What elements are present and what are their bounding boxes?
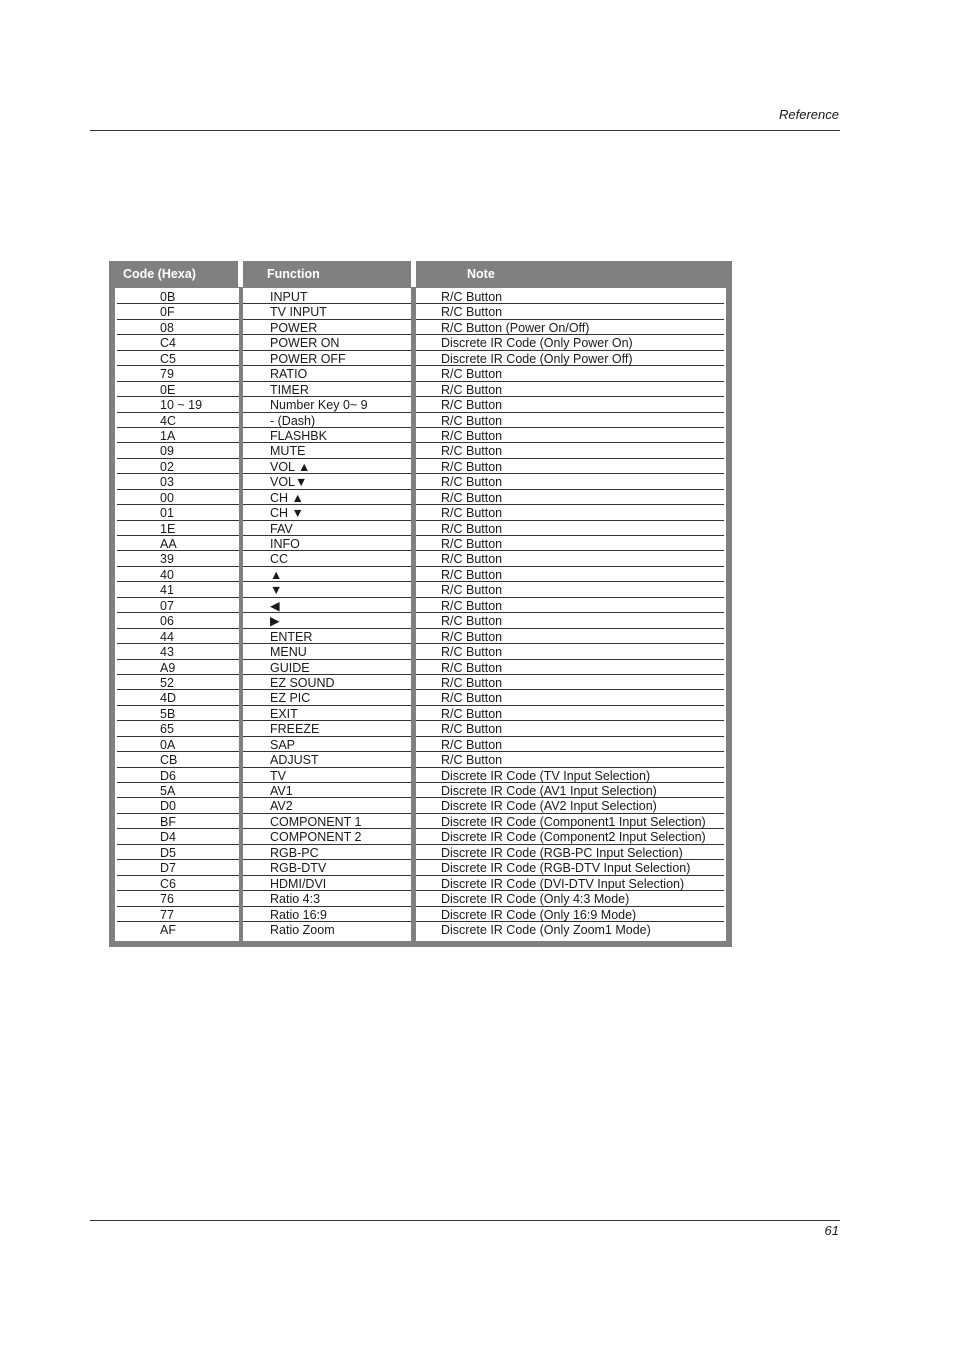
code-cell: 01 [117,505,239,520]
note-cell: R/C Button [416,675,724,690]
table-row [109,459,732,474]
function-cell: ◀ [243,598,411,613]
code-cell: 1E [117,521,239,536]
footer-rule [90,1220,840,1221]
page-number: 61 [824,1223,839,1238]
table-row [109,907,732,922]
function-cell: AV1 [243,783,411,798]
code-cell: 08 [117,320,239,335]
code-cell: 44 [117,629,239,644]
table-row [109,490,732,505]
code-cell: D4 [117,829,239,844]
function-cell: - (Dash) [243,413,411,428]
table-row [109,304,732,319]
function-cell: RATIO [243,366,411,381]
note-cell: Discrete IR Code (Component1 Input Selection) [416,814,724,829]
note-cell: R/C Button [416,660,724,675]
code-cell: 76 [117,891,239,906]
table-row [109,474,732,489]
table-row [109,644,732,659]
table-row [109,783,732,798]
code-cell: C5 [117,351,239,366]
function-cell: EXIT [243,706,411,721]
ir-code-table [109,261,732,947]
note-cell: R/C Button [416,490,724,505]
code-cell: 5B [117,706,239,721]
note-cell: R/C Button [416,304,724,319]
note-cell: R/C Button (Power On/Off) [416,320,724,335]
note-cell: R/C Button [416,505,724,520]
table-row [109,829,732,844]
note-cell: R/C Button [416,443,724,458]
function-cell: COMPONENT 2 [243,829,411,844]
function-cell: FLASHBK [243,428,411,443]
note-cell: Discrete IR Code (RGB-PC Input Selection) [416,845,724,860]
table-row [109,675,732,690]
table-row [109,768,732,783]
table-row [109,814,732,829]
table-row [109,613,732,628]
code-cell: AF [160,922,176,937]
note-cell: R/C Button [416,459,724,474]
table-row [109,536,732,551]
note-cell: Discrete IR Code (AV2 Input Selection) [416,798,724,813]
function-cell: ▼ [243,582,411,597]
code-cell: 77 [117,907,239,922]
code-cell: 65 [117,721,239,736]
code-cell: 4C [117,413,239,428]
table-row [109,366,732,381]
function-cell: VOL▼ [243,474,411,489]
table-row [109,320,732,335]
table-row [109,752,732,767]
note-cell: R/C Button [416,629,724,644]
code-cell: D6 [117,768,239,783]
function-cell: VOL ▲ [243,459,411,474]
code-cell: 4D [117,690,239,705]
function-cell: MUTE [243,443,411,458]
code-cell: C6 [117,876,239,891]
note-cell: R/C Button [416,644,724,659]
code-cell: AA [117,536,239,551]
note-cell: R/C Button [416,428,724,443]
function-cell: POWER ON [243,335,411,350]
note-cell: Discrete IR Code (Only Power On) [416,335,724,350]
function-cell: HDMI/DVI [243,876,411,891]
function-cell: Number Key 0~ 9 [243,397,411,412]
note-cell: Discrete IR Code (DVI-DTV Input Selection) [416,876,724,891]
note-cell: R/C Button [416,737,724,752]
note-cell: R/C Button [416,598,724,613]
table-row [109,845,732,860]
code-cell: 03 [117,474,239,489]
header-note: Note [467,267,495,281]
table-row [109,443,732,458]
table-row [109,521,732,536]
table-row [109,737,732,752]
function-cell: COMPONENT 1 [243,814,411,829]
table-row [109,891,732,906]
note-cell: Discrete IR Code (Only 4:3 Mode) [416,891,724,906]
function-cell: CH ▼ [243,505,411,520]
code-cell: 0F [117,304,239,319]
code-cell: 0E [117,382,239,397]
function-cell: SAP [243,737,411,752]
code-cell: D7 [117,860,239,875]
note-cell: Discrete IR Code (RGB-DTV Input Selection) [416,860,724,875]
code-cell: 02 [117,459,239,474]
table-row [109,289,732,304]
table-row [109,690,732,705]
note-cell: R/C Button [416,567,724,582]
note-cell: R/C Button [416,413,724,428]
table-row [109,598,732,613]
code-cell: BF [117,814,239,829]
function-cell: MENU [243,644,411,659]
note-cell: Discrete IR Code (TV Input Selection) [416,768,724,783]
table-body [109,289,732,937]
note-cell: Discrete IR Code (Only Power Off) [416,351,724,366]
code-cell: D0 [117,798,239,813]
header-rule [90,130,840,131]
note-cell: R/C Button [416,289,724,304]
function-cell: INPUT [243,289,411,304]
note-cell: R/C Button [416,397,724,412]
table-row [109,397,732,412]
note-cell: R/C Button [416,582,724,597]
note-cell: Discrete IR Code (Only 16:9 Mode) [416,907,724,922]
note-cell: R/C Button [416,521,724,536]
page-header: Reference [779,107,839,122]
code-cell: CB [117,752,239,767]
table-row [109,860,732,875]
table-row [109,706,732,721]
function-cell: AV2 [243,798,411,813]
note-cell: R/C Button [416,536,724,551]
code-cell: 5A [117,783,239,798]
code-cell: A9 [117,660,239,675]
table-row [109,351,732,366]
note-cell: Discrete IR Code (AV1 Input Selection) [416,783,724,798]
note-cell: Discrete IR Code (Component2 Input Selection) [416,829,724,844]
function-cell: EZ SOUND [243,675,411,690]
header-divider [411,261,416,287]
function-cell: Ratio 4:3 [243,891,411,906]
note-cell: R/C Button [416,690,724,705]
function-cell: CH ▲ [243,490,411,505]
function-cell: TIMER [243,382,411,397]
function-cell: INFO [243,536,411,551]
table-row [109,551,732,566]
note-cell: R/C Button [416,551,724,566]
function-cell: GUIDE [243,660,411,675]
function-cell: ▶ [243,613,411,628]
note-cell: R/C Button [416,382,724,397]
header-function: Function [267,267,320,281]
code-cell: 41 [117,582,239,597]
table-row [109,413,732,428]
function-cell: ADJUST [243,752,411,767]
code-cell: 1A [117,428,239,443]
code-cell: 52 [117,675,239,690]
note-cell: R/C Button [416,366,724,381]
code-cell: 07 [117,598,239,613]
note-cell: R/C Button [416,721,724,736]
note-cell: Discrete IR Code (Only Zoom1 Mode) [441,922,651,937]
code-cell: 40 [117,567,239,582]
function-cell: Ratio 16:9 [243,907,411,922]
table-row [109,922,732,937]
code-cell: 79 [117,366,239,381]
code-cell: 0B [117,289,239,304]
code-cell: 10 ~ 19 [117,397,239,412]
table-row [109,567,732,582]
function-cell: FAV [243,521,411,536]
header-divider [238,261,243,287]
function-cell: POWER [243,320,411,335]
table-row [109,876,732,891]
note-cell: R/C Button [416,474,724,489]
code-cell: C4 [117,335,239,350]
function-cell: RGB-DTV [243,860,411,875]
function-cell: ENTER [243,629,411,644]
function-cell: POWER OFF [243,351,411,366]
note-cell: R/C Button [416,752,724,767]
function-cell: CC [243,551,411,566]
function-cell: TV INPUT [243,304,411,319]
table-row [109,721,732,736]
table-row [109,798,732,813]
function-cell: EZ PIC [243,690,411,705]
code-cell: 06 [117,613,239,628]
code-cell: 0A [117,737,239,752]
function-cell: RGB-PC [243,845,411,860]
table-row [109,382,732,397]
code-cell: 00 [117,490,239,505]
table-row [109,335,732,350]
table-row [109,629,732,644]
code-cell: D5 [117,845,239,860]
table-row [109,505,732,520]
function-cell: ▲ [243,567,411,582]
note-cell: R/C Button [416,706,724,721]
code-cell: 39 [117,551,239,566]
header-code: Code (Hexa) [123,267,196,281]
function-cell: TV [243,768,411,783]
table-row [109,660,732,675]
note-cell: R/C Button [416,613,724,628]
table-row [109,582,732,597]
function-cell: FREEZE [243,721,411,736]
table-row [109,428,732,443]
function-cell: Ratio Zoom [270,922,335,937]
code-cell: 09 [117,443,239,458]
code-cell: 43 [117,644,239,659]
